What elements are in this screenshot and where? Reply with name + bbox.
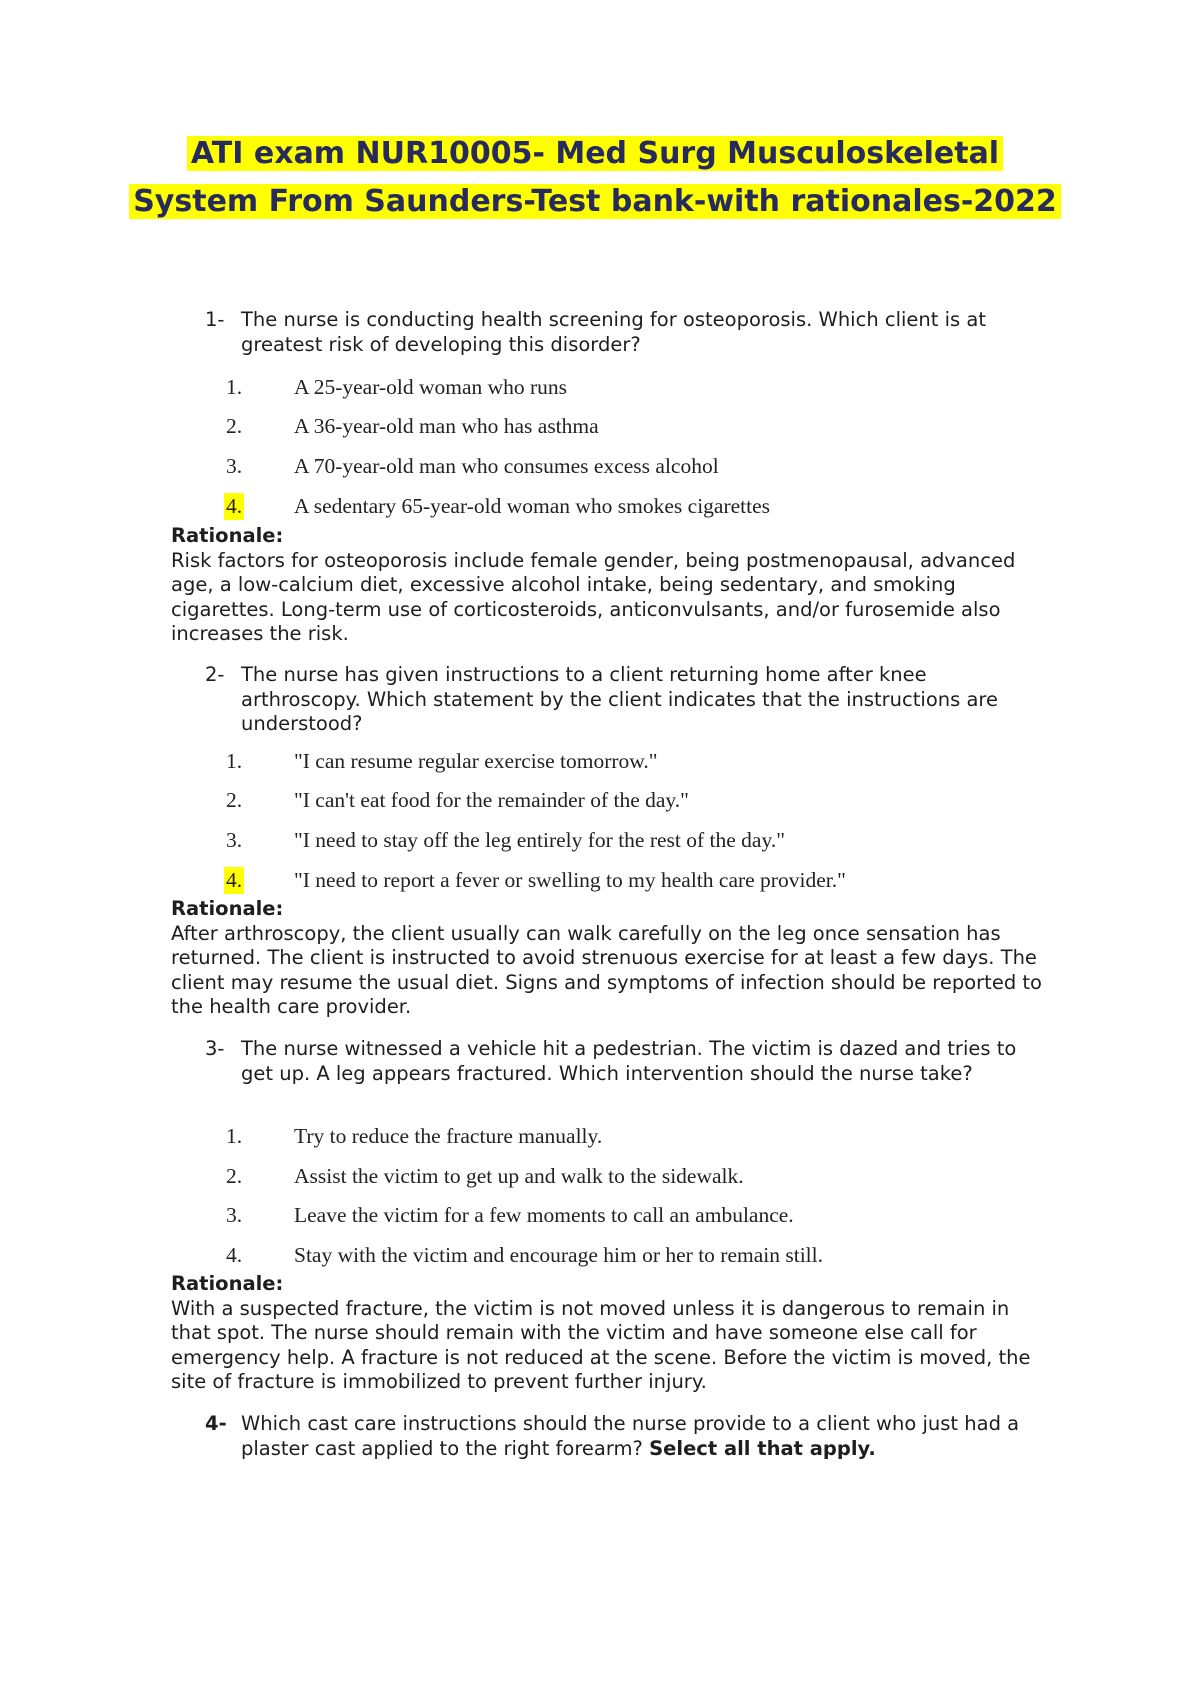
option-number: 3. [226,1203,243,1227]
option-text: Leave the victim for a few moments to call an ambulance. [294,1203,794,1227]
question-number: 1- [205,308,225,331]
option-text: "I need to stay off the leg entirely for the rest of the day." [294,828,785,852]
option-text: Try to reduce the fracture manually. [294,1124,603,1148]
option-text: Assist the victim to get up and walk to the sidewalk. [294,1164,744,1188]
question-text: The nurse is conducting health screening for osteoporosis. Which client is at greatest risk of developing this disorder? [241,308,986,356]
option-text: A 70-year-old man who consumes excess alcohol [294,454,719,478]
question-text: Which cast care instructions should the nurse provide to a client who just had a plaster cast applied to the right forearm? [241,1412,1020,1460]
title-line-1: ATI exam NUR10005- Med Surg Musculoskeletal [187,136,1003,171]
rationale-1 [171,524,1051,647]
option-text: A 25-year-old woman who runs [294,375,568,399]
question-number: 3- [205,1037,225,1060]
question-text: The nurse witnessed a vehicle hit a pedestrian. The victim is dazed and tries to get up. A leg appears fractured. Which intervention should the nurse take? [241,1037,1017,1085]
rationale-text: Risk factors for osteoporosis include female gender, being postmenopausal, advanced age, a low-calcium diet, excessive alcohol intake, being sedentary, and smoking cigarettes. Long-term use of corticosteroids, anticonvulsants, and/or furosemide also increases the risk. [171,548,1016,645]
rationale-label: Rationale: [171,524,284,547]
option-number: 2. [226,788,243,812]
rationale-3 [171,1272,1051,1395]
option-text: Stay with the victim and encourage him or her to remain still. [294,1243,824,1267]
option-number: 1. [226,375,243,399]
option-number: 4. [226,1243,243,1267]
question-number: 2- [205,663,225,686]
document-title [0,130,1190,226]
question-3 [205,1037,1035,1086]
rationale-label: Rationale: [171,897,284,920]
option-number: 2. [226,1164,243,1188]
option-text: "I can't eat food for the remainder of the day." [294,788,689,812]
option-text: A sedentary 65-year-old woman who smokes cigarettes [294,494,771,518]
option-text: A 36-year-old man who has asthma [294,414,599,438]
rationale-2 [171,897,1051,1020]
question-number: 4- [205,1412,227,1435]
option-number: 2. [226,414,243,438]
question-4 [205,1412,1035,1461]
option-number-highlighted: 4. [226,868,243,892]
title-line-2: System From Saunders-Test bank-with rationales-2022 [129,184,1061,219]
option-number: 1. [226,749,243,773]
option-number: 3. [226,828,243,852]
option-text: "I need to report a fever or swelling to my health care provider." [294,868,846,892]
option-number-highlighted: 4. [226,494,243,518]
option-text: "I can resume regular exercise tomorrow." [294,749,658,773]
question-text: The nurse has given instructions to a client returning home after knee arthroscopy. Which statement by the client indicates that the instructions are understood? [241,663,999,735]
question-2 [205,663,1035,737]
question-text-wrapper [241,1412,1035,1461]
option-number: 3. [226,454,243,478]
rationale-text: After arthroscopy, the client usually can walk carefully on the leg once sensation has returned. The client is instructed to avoid strenuous exercise for at least a few days. The client may resume the usual diet. Signs and symptoms of infection should be reported to the health care provider. [171,921,1042,1018]
rationale-label: Rationale: [171,1272,284,1295]
question-1 [205,308,1035,357]
question-emphasis: Select all that apply. [649,1436,876,1460]
rationale-text: With a suspected fracture, the victim is not moved unless it is dangerous to remain in that spot. The nurse should remain with the victim and have someone else call for emergency help. A fracture is not reduced at the scene. Before the victim is moved, the site of fracture is immobilized to prevent further injury. [171,1296,1031,1393]
option-number: 1. [226,1124,243,1148]
